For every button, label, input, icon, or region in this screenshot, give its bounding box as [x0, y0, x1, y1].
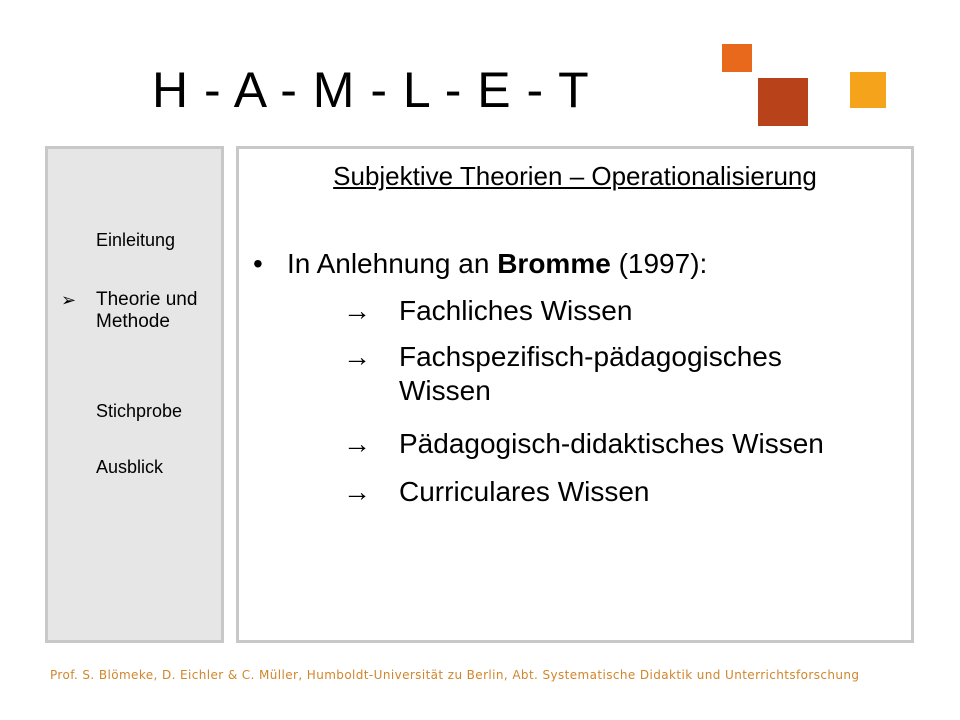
arrow-right-icon: → — [343, 428, 371, 459]
sidebar-nav — [45, 146, 224, 643]
slide-title: H - A - M - L - E - T — [152, 62, 590, 118]
arrow-right-icon: → — [343, 295, 371, 326]
intro-line — [253, 247, 707, 281]
bullet-icon: • — [253, 248, 263, 279]
list-item-text: Pädagogisch-didaktisches Wissen — [399, 428, 824, 459]
arrow-right-icon: → — [343, 341, 371, 372]
sidebar-item-einleitung[interactable]: Einleitung — [96, 230, 176, 250]
sidebar-item-ausblick[interactable]: Ausblick — [96, 457, 164, 477]
content-heading: Subjektive Theorien – Operationalisierung — [333, 161, 817, 191]
sidebar-item-stichprobe[interactable]: Stichprobe — [96, 401, 183, 421]
list-item — [343, 475, 859, 509]
list-item-text: Fachspezifisch-pädagogisches Wissen — [399, 341, 782, 406]
content-panel — [236, 146, 914, 643]
sidebar-item-theorie-und-methode[interactable]: Theorie und Methode — [96, 289, 198, 332]
list-item-text: Curriculares Wissen — [399, 476, 650, 507]
logo-square-right — [850, 72, 886, 108]
intro-suffix: (1997): — [610, 248, 708, 279]
intro-prefix: In Anlehnung an — [287, 248, 498, 279]
arrow-bullet-icon: ➢ — [61, 290, 77, 310]
arrow-right-icon: → — [343, 476, 371, 507]
list-item — [343, 427, 859, 461]
footer-credits: Prof. S. Blömeke, D. Eichler & C. Müller, Humboldt-Universität zu Berlin, Abt. Systematische Didaktik und Unterrichtsforschung — [50, 668, 860, 682]
list-item-text: Fachliches Wissen — [399, 295, 633, 326]
logo-square-large — [758, 78, 808, 126]
logo-square-small — [722, 44, 752, 72]
list-item — [343, 294, 859, 328]
intro-author: Bromme — [497, 248, 611, 279]
list-item — [343, 340, 859, 408]
